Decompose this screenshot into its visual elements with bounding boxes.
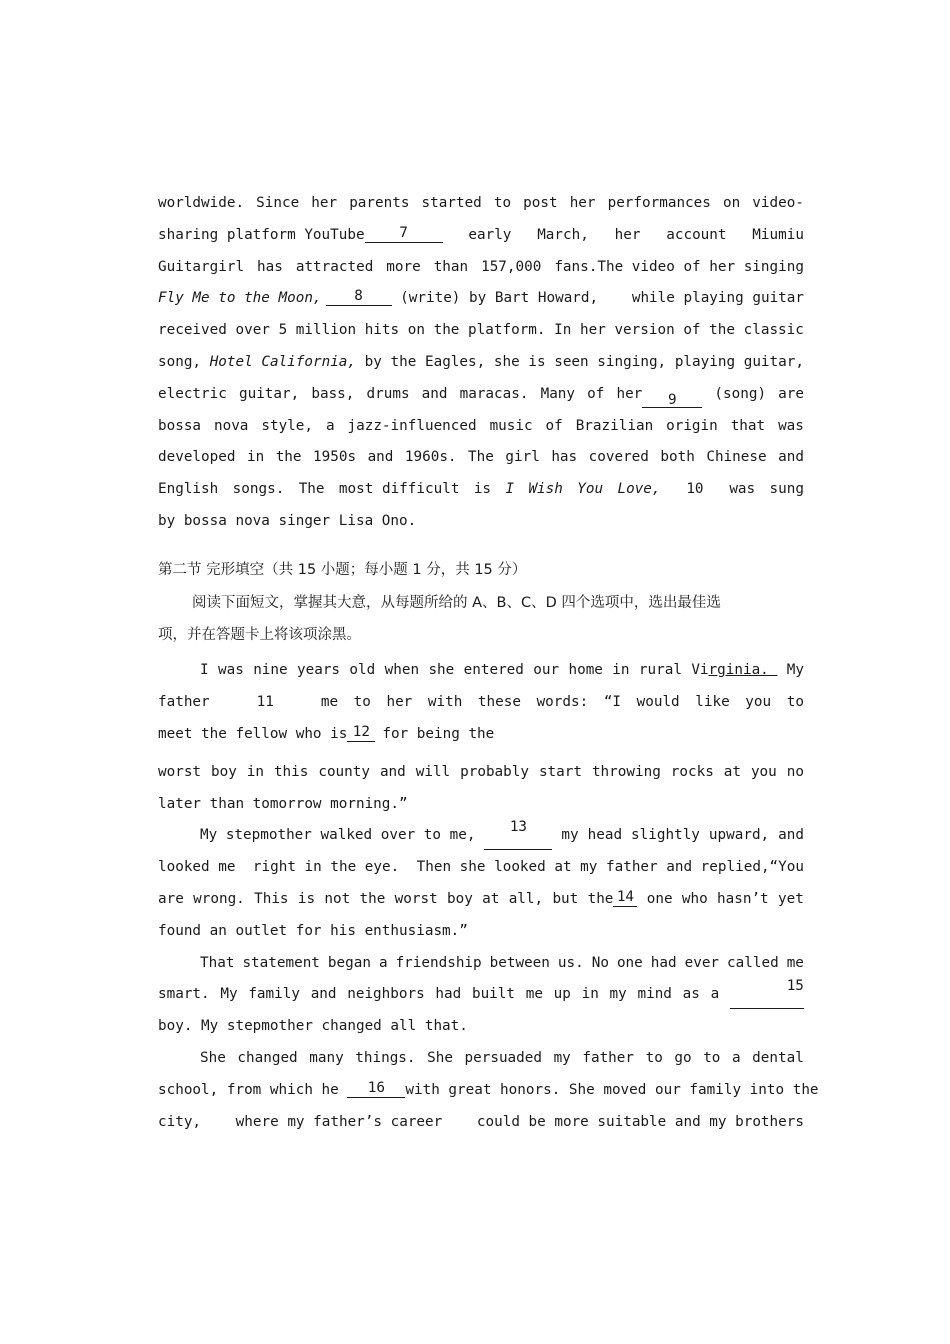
word: started (421, 195, 482, 211)
p1-line-3 (158, 252, 804, 284)
word: but (552, 890, 579, 907)
line-segment (616, 379, 702, 411)
word: In (554, 322, 572, 339)
word: father (582, 1049, 635, 1066)
word: “I (603, 694, 622, 711)
word: has (551, 449, 578, 466)
word: throwing (591, 763, 661, 780)
word: singing, (597, 353, 667, 370)
word: hasn’t (717, 890, 769, 907)
word: entered (463, 662, 524, 679)
word: early (468, 226, 512, 243)
word: her (569, 195, 596, 211)
word: performances (607, 195, 711, 211)
word: Brazilian (575, 417, 654, 434)
word: both (660, 449, 695, 466)
song-title-word: I (505, 481, 515, 498)
word: million (295, 322, 357, 339)
word: dental (752, 1049, 804, 1066)
word: her (311, 195, 338, 211)
p1-line-5 (158, 315, 804, 347)
word: her (386, 694, 413, 711)
word: is (528, 353, 546, 370)
word: smart. (158, 986, 210, 1003)
word: by (364, 353, 382, 370)
word: and (367, 449, 394, 466)
song-title: Fly Me to the Moon, (158, 290, 322, 307)
word: she (428, 662, 455, 679)
word: this (273, 763, 309, 780)
word: to (353, 694, 371, 711)
text: could be more suitable and my brothers (476, 1113, 804, 1130)
word: version (614, 322, 675, 339)
word: was (217, 662, 244, 679)
word: she (493, 353, 520, 370)
word: had (435, 986, 462, 1003)
p1-line-4 (158, 283, 804, 315)
blank-12[interactable]: 12 (347, 723, 375, 742)
p1-line-11 (158, 506, 804, 538)
word: video- (752, 195, 804, 211)
word: (song) (714, 385, 767, 402)
word: playing (674, 353, 736, 370)
p1-line-10 (158, 474, 804, 506)
word: slightly (631, 827, 700, 844)
word: a (325, 417, 335, 434)
line-segment (158, 220, 443, 252)
word: bossa (158, 417, 202, 434)
text: with great honors. She moved our family into the (405, 1081, 819, 1098)
word: This (254, 890, 289, 907)
word: many (309, 1049, 344, 1066)
word: and (310, 986, 337, 1003)
word: our (533, 662, 560, 679)
word: on (722, 195, 741, 211)
blank-14[interactable]: 14 (613, 888, 637, 907)
line-segment (588, 884, 638, 916)
word: songs. (232, 481, 285, 498)
word: start (538, 763, 582, 780)
text: where my father’s career (235, 1113, 443, 1130)
blank-10[interactable]: 10 (686, 481, 704, 498)
text: meet the fellow who is (158, 725, 348, 742)
word: the (390, 353, 417, 370)
p3-line-4 (158, 916, 804, 948)
word: girl (505, 449, 540, 466)
word: Since (256, 195, 300, 211)
word: hits (364, 322, 400, 339)
word: worst (394, 890, 438, 907)
word: one (646, 890, 673, 907)
word: Many (540, 385, 576, 402)
word: of (545, 417, 563, 434)
text: looked me (158, 859, 236, 876)
blank-15[interactable]: 15 (730, 977, 804, 1009)
word: She (200, 1049, 226, 1066)
word: 1960s. (404, 449, 457, 466)
word: in (581, 986, 599, 1003)
p4-line-2 (158, 979, 804, 1011)
word: rural (638, 662, 682, 679)
section-title: 第二节 完形填空（共 15 小题；每小题 1 分，共 15 分） (158, 561, 527, 578)
song-title-word: Love, (617, 481, 661, 498)
word: the (359, 890, 386, 907)
word: jazz-influenced (347, 417, 477, 434)
word: had (650, 954, 677, 971)
word: nova (213, 417, 249, 434)
word: up (553, 986, 571, 1003)
word: rocks (670, 763, 714, 780)
word: would (636, 694, 680, 711)
word: account (666, 226, 727, 243)
text: for being the (382, 725, 495, 742)
text: while playing guitar (631, 290, 804, 307)
place-name (691, 655, 777, 687)
word: March, (537, 226, 589, 243)
word: song, (158, 353, 202, 370)
word: origin (666, 417, 718, 434)
word: and (778, 449, 804, 466)
line-segment (158, 283, 598, 315)
word: my (609, 986, 627, 1003)
word: will (415, 763, 451, 780)
word: most difficult (338, 481, 460, 498)
word: on (407, 322, 425, 339)
song-title-word: Wish (528, 481, 563, 498)
word: parents (349, 195, 410, 211)
word: boy (447, 890, 473, 907)
word: friendship (395, 954, 482, 971)
word: than (433, 258, 469, 275)
word: in (246, 763, 264, 780)
p3-line-2 (158, 852, 804, 884)
word: who (681, 890, 708, 907)
word: years (297, 662, 341, 679)
word: platform. (468, 322, 546, 339)
word: to (645, 1049, 663, 1066)
word: and (421, 385, 448, 402)
p2-line-4 (158, 757, 804, 789)
word: style, (261, 417, 314, 434)
word: old (349, 662, 376, 679)
word: music (489, 417, 533, 434)
word: persuaded (464, 1049, 542, 1066)
song-title-word: You (577, 481, 604, 498)
p1-line-6 (158, 347, 804, 379)
word: upward, (708, 827, 770, 844)
word: and (379, 763, 406, 780)
word: no (786, 763, 804, 780)
p5-line-1 (158, 1043, 804, 1075)
word: the (709, 322, 735, 339)
word: electric (158, 385, 227, 402)
word: mind (637, 986, 672, 1003)
word: the (433, 322, 460, 339)
text: found an outlet for his enthusiasm.” (158, 922, 468, 939)
word: my (561, 827, 579, 844)
word: 157,000 (481, 258, 542, 275)
line-segment (158, 719, 375, 751)
word: at (482, 890, 500, 907)
word: as (682, 986, 700, 1003)
word: statement (242, 954, 320, 971)
blank-13[interactable]: 13 (484, 818, 552, 850)
word: her (614, 226, 641, 243)
word: I (200, 662, 209, 679)
word: her (616, 385, 643, 402)
text: by bossa nova singer Lisa Ono. (158, 512, 417, 529)
word: to (703, 1049, 721, 1066)
word: probably (460, 763, 529, 780)
word: me (320, 694, 339, 711)
p4-line-1 (158, 948, 804, 980)
instructions-line-1: 阅读下面短文，掌握其大意，从每题所给的 A、B、C、D 四个选项中，选出最佳选 (192, 594, 721, 611)
text: sharing platform YouTube (158, 226, 365, 243)
word: over (235, 322, 270, 339)
word: guitar, (743, 353, 804, 370)
word: sung (769, 481, 804, 498)
word: to (786, 694, 804, 711)
word: The (468, 449, 494, 466)
blank-9[interactable]: 9 (642, 393, 702, 408)
word: that (730, 417, 766, 434)
word: are (778, 385, 804, 402)
word: Guitargirl (158, 258, 245, 275)
blank-7[interactable]: 7 (365, 224, 443, 243)
line-segment (158, 1075, 819, 1107)
p4-line-3 (158, 1011, 804, 1043)
word: family (248, 986, 300, 1003)
word: fans.The video of her singing (554, 258, 804, 275)
word: county (318, 763, 370, 780)
word: like (695, 694, 730, 711)
word: things. (355, 1049, 416, 1066)
p3-line-1 (158, 820, 804, 852)
word: has (257, 258, 283, 275)
word: ever (684, 954, 720, 971)
word: 1950s (313, 449, 357, 466)
word: The (298, 481, 325, 498)
word: go (674, 1049, 692, 1066)
text: school, from which he (158, 1081, 339, 1098)
word: my (553, 1049, 571, 1066)
word: her (579, 322, 606, 339)
word: developed (158, 449, 236, 466)
word: maracas. (459, 385, 529, 402)
p1-line-8 (158, 411, 804, 443)
blank-11[interactable]: 11 (256, 694, 274, 711)
word: was (778, 417, 804, 434)
word: of (683, 322, 701, 339)
word: all, (508, 890, 544, 907)
word: rginia. (708, 662, 778, 679)
word: covered (588, 449, 649, 466)
word: bass, (311, 385, 355, 402)
text: later than tomorrow morning.” (158, 795, 408, 812)
word: wrong. (193, 890, 245, 907)
instructions-line-2: 项，并在答题卡上将该项涂黑。 (158, 626, 361, 643)
p2-line-1 (158, 655, 804, 687)
word: changed (237, 1049, 298, 1066)
word: seen (554, 353, 589, 370)
word: in (246, 449, 265, 466)
word: me (525, 986, 543, 1003)
song-title: Hotel California, (209, 353, 357, 370)
text: boy. My stepmother changed all that. (158, 1018, 468, 1035)
word: head (587, 827, 623, 844)
word: She (427, 1049, 453, 1066)
word: classic (743, 322, 804, 339)
word: guitar, (238, 385, 300, 402)
word: of (587, 385, 605, 402)
word: father (158, 694, 210, 711)
word: the (275, 449, 302, 466)
p1-line-9 (158, 442, 804, 474)
word: us. (557, 954, 584, 971)
word: English (158, 481, 219, 498)
word: to (493, 195, 512, 211)
word: a (731, 1049, 741, 1066)
text: (write) by Bart Howard, (400, 290, 599, 307)
blank-8[interactable]: 8 (326, 287, 392, 306)
word: words: (536, 694, 589, 711)
word: That (200, 954, 235, 971)
word: these (477, 694, 521, 711)
word: My (786, 662, 804, 679)
word: and (778, 827, 804, 844)
word: yet (777, 890, 804, 907)
word: with (427, 694, 463, 711)
word: Vi (691, 662, 709, 679)
text: My stepmother walked over to me, (200, 827, 476, 844)
word: when (384, 662, 420, 679)
word: neighbors (347, 986, 425, 1003)
text: right in the eye. (252, 859, 400, 876)
p2-line-2 (158, 687, 804, 719)
word: home (568, 662, 603, 679)
word: between (489, 954, 550, 971)
word: Miumiu (752, 226, 804, 243)
p1-line-1 (158, 188, 804, 220)
exam-page (158, 188, 819, 1138)
word: you (745, 694, 772, 711)
word: is (473, 481, 492, 498)
word: more (386, 258, 421, 275)
word: drums (366, 385, 410, 402)
word: No (591, 954, 609, 971)
word: you (750, 763, 777, 780)
word: are (158, 890, 184, 907)
p1-line-2 (158, 220, 804, 252)
p5-line-2 (158, 1075, 819, 1107)
word: Chinese (706, 449, 767, 466)
word: not (324, 890, 351, 907)
word: received (158, 322, 227, 339)
blank-16[interactable]: 16 (347, 1079, 405, 1098)
word: a (378, 954, 388, 971)
word: Eagles, (424, 353, 486, 370)
word: 5 (278, 322, 288, 339)
word: called (727, 954, 779, 971)
word: city, (158, 1113, 202, 1130)
word: me (786, 954, 804, 971)
p5-line-3 (158, 1107, 804, 1139)
word: the (587, 890, 614, 907)
word: nine (253, 662, 288, 679)
word: built (471, 986, 516, 1003)
word: at (723, 763, 741, 780)
word: in (612, 662, 630, 679)
word: began (327, 954, 371, 971)
p2-line-3 (158, 719, 804, 751)
word: one (616, 954, 643, 971)
word: a (710, 986, 720, 1003)
word: attracted (295, 258, 374, 275)
word: boy (211, 763, 237, 780)
word: is (297, 890, 316, 907)
p2-line-5 (158, 789, 804, 821)
word: worldwide. (158, 195, 245, 211)
word: was (729, 481, 756, 498)
text: Then she looked at my father and replied,“You (416, 859, 804, 876)
word: post (523, 195, 558, 211)
p1-line-7 (158, 379, 804, 411)
word: worst (158, 763, 202, 780)
word: My (220, 986, 238, 1003)
p3-line-3 (158, 884, 804, 916)
